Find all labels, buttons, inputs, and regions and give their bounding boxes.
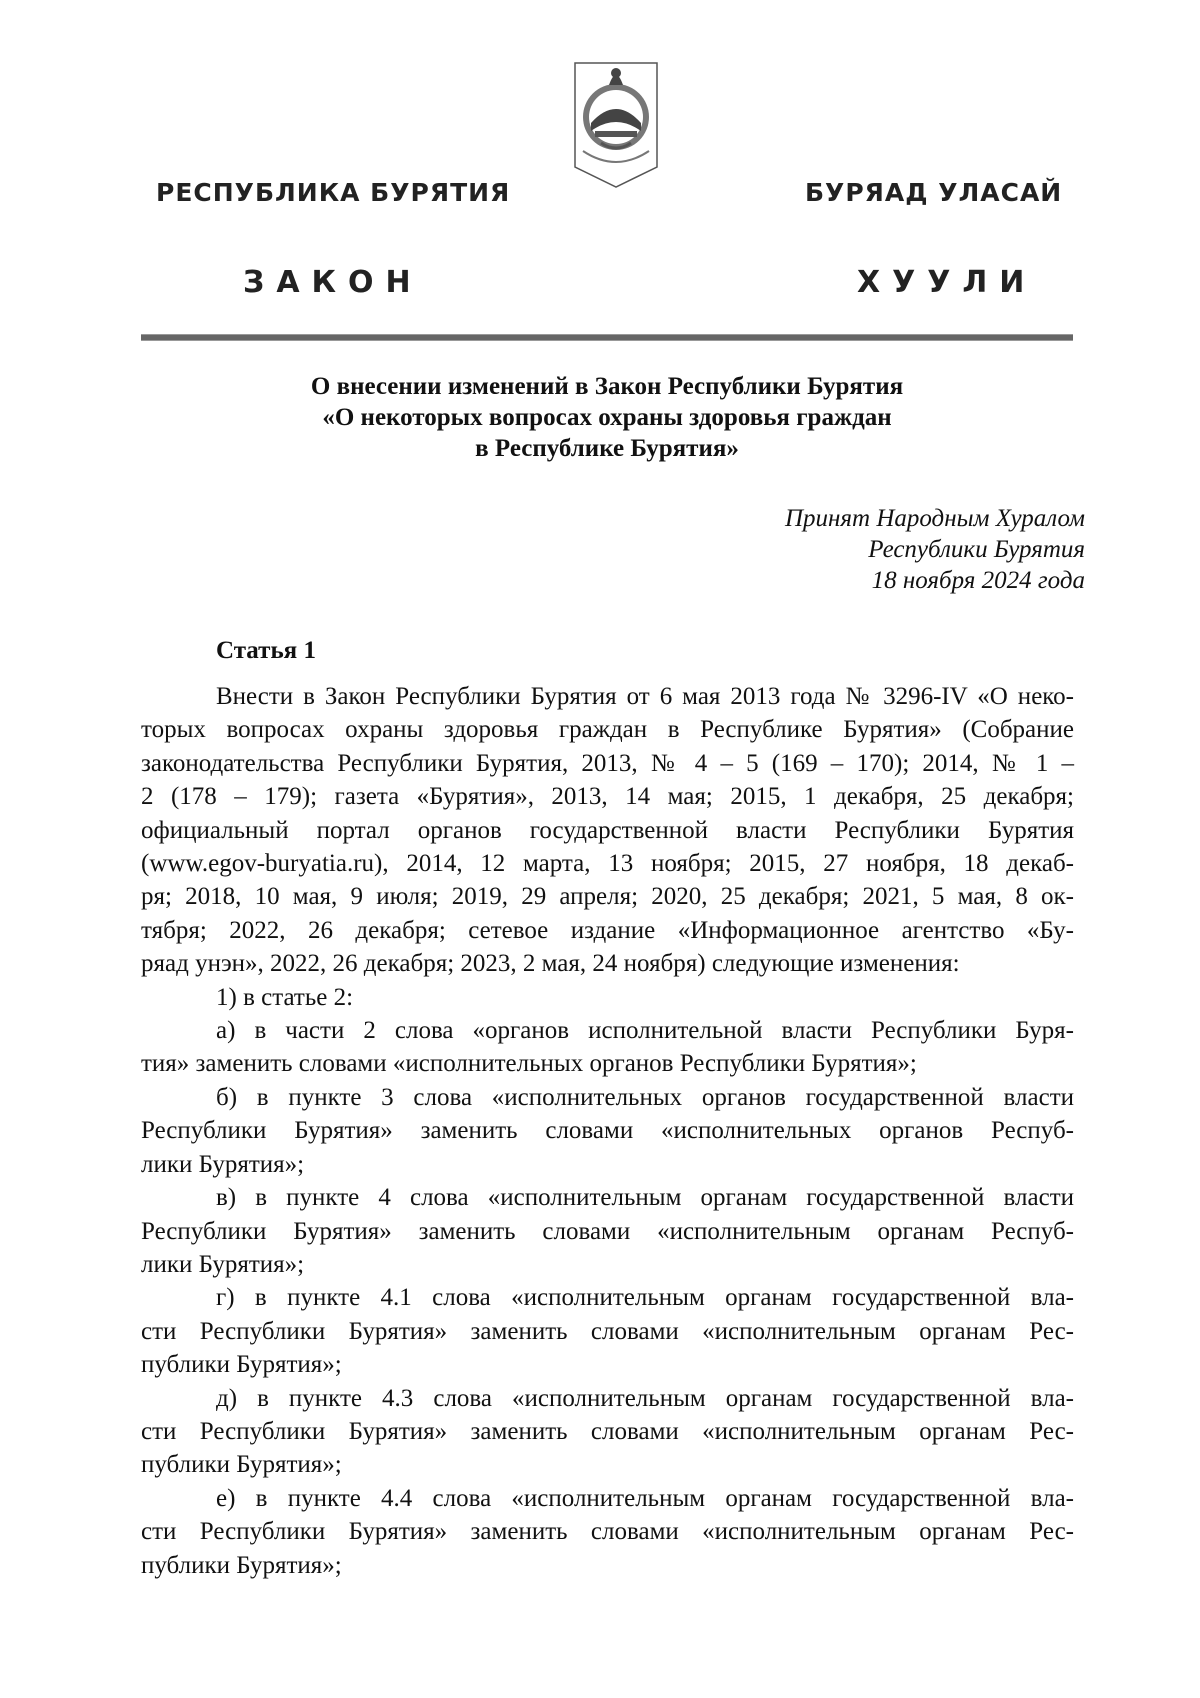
adoption-date: 18 ноября 2024 года — [871, 567, 1085, 594]
body-line: законодательства Республики Бурятия, 2013, № 4 – 5 (169 – 170); 2014, № 1 – — [141, 749, 1074, 777]
header-divider — [141, 334, 1073, 341]
republic-name-russian: РЕСПУБЛИКА БУРЯТИЯ — [156, 178, 511, 207]
law-title-line: О внесении изменений в Закон Республики Бурятия — [310, 373, 904, 400]
coat-of-arms-icon — [571, 55, 661, 190]
law-title-line: «О некоторых вопросах охраны здоровья граждан — [322, 404, 892, 431]
body-line: Внести в Закон Республики Бурятия от 6 мая 2013 года № 3296-IV «О неко- — [216, 683, 1074, 710]
body-line: б) в пункте 3 слова «исполнительных органов государственной власти — [216, 1083, 1074, 1111]
body-line: Республики Бурятия» заменить словами «исполнительным органам Респуб- — [141, 1217, 1074, 1245]
law-title-line: в Республике Бурятия» — [475, 435, 739, 462]
body-line: сти Республики Бурятия» заменить словами «исполнительным органам Рес- — [141, 1417, 1074, 1445]
body-line: официальный портал органов государственной власти Республики Бурятия — [141, 816, 1074, 844]
body-line: г) в пункте 4.1 слова «исполнительным органам государственной вла- — [216, 1284, 1074, 1312]
body-line: 2 (178 – 179); газета «Бурятия», 2013, 14 мая; 2015, 1 декабря, 25 декабря; — [141, 783, 1074, 811]
adoption-note-line: Принят Народным Хуралом — [784, 505, 1085, 532]
body-line: тября; 2022, 26 декабря; сетевое издание «Информационное агентство «Бу- — [141, 916, 1074, 944]
body-line: а) в части 2 слова «органов исполнительной власти Республики Буря- — [216, 1017, 1074, 1045]
adoption-note-line: Республики Бурятия — [868, 536, 1085, 563]
body-line: ряад унэн», 2022, 26 декабря; 2023, 2 мая, 24 ноября) следующие изменения: — [141, 950, 960, 978]
body-line: 1) в статье 2: — [216, 983, 354, 1011]
law-title — [141, 371, 1073, 464]
body-line: публики Бурятия»; — [141, 1351, 342, 1379]
law-label-russian: ЗАКОН — [243, 265, 423, 300]
body-line: публики Бурятия»; — [141, 1551, 342, 1579]
body-line: Республики Бурятия» заменить словами «исполнительных органов Респуб- — [141, 1117, 1074, 1145]
body-line: публики Бурятия»; — [141, 1451, 342, 1479]
body-line: в) в пункте 4 слова «исполнительным органам государственной власти — [216, 1184, 1074, 1212]
adoption-note — [785, 503, 1085, 596]
body-line: торых вопросах охраны здоровья граждан в Республике Бурятия» (Собрание — [141, 716, 1074, 744]
body-line: ря; 2018, 10 мая, 9 июля; 2019, 29 апреля; 2020, 25 декабря; 2021, 5 мая, 8 ок- — [141, 883, 1074, 911]
body-line: д) в пункте 4.3 слова «исполнительным органам государственной вла- — [216, 1384, 1074, 1412]
body-line: (www.egov-buryatia.ru), 2014, 12 марта, 13 ноября; 2015, 27 ноября, 18 декаб- — [141, 850, 1074, 878]
body-line: лики Бурятия»; — [141, 1150, 305, 1178]
body-line: е) в пункте 4.4 слова «исполнительным органам государственной вла- — [216, 1484, 1074, 1512]
republic-name-buryat: БУРЯАД УЛАСАЙ — [805, 178, 1063, 207]
law-label-buryat: ХУУЛИ — [857, 265, 1037, 300]
body-line: сти Республики Бурятия» заменить словами «исполнительным органам Рес- — [141, 1317, 1074, 1345]
article-heading: Статья 1 — [216, 637, 316, 664]
body-line: тия» заменить словами «исполнительных органов Республики Бурятия»; — [141, 1050, 917, 1078]
article-body — [141, 680, 1074, 1582]
body-line: лики Бурятия»; — [141, 1250, 305, 1278]
body-line: сти Республики Бурятия» заменить словами «исполнительным органам Рес- — [141, 1518, 1074, 1546]
